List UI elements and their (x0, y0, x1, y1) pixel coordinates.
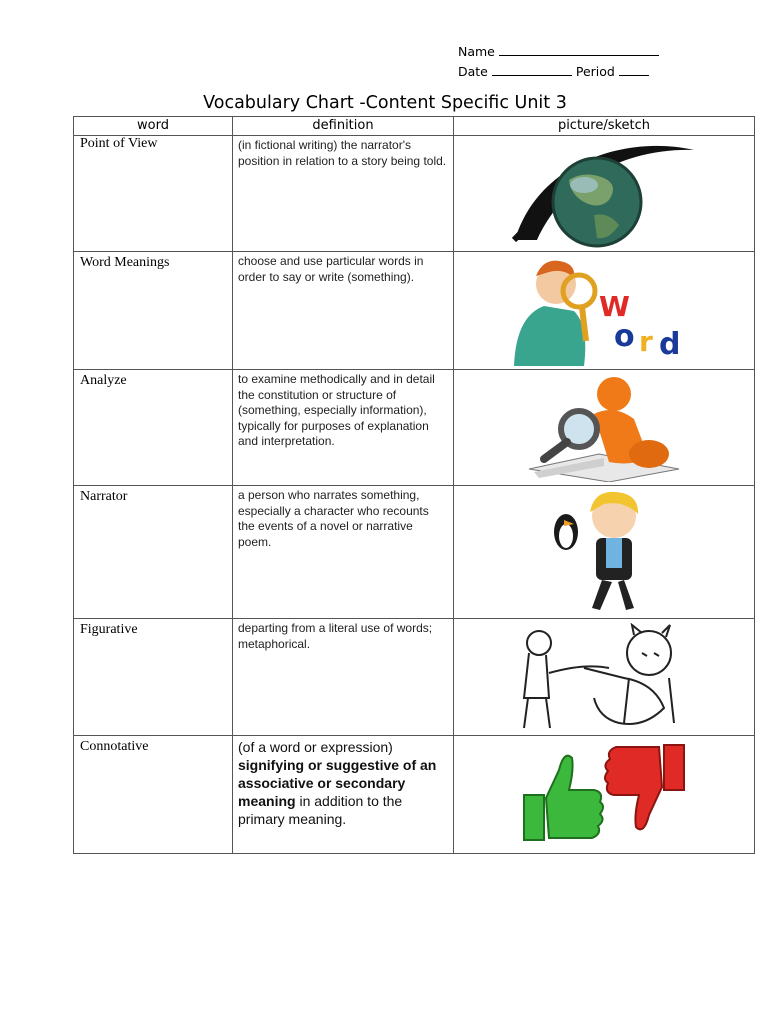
name-line (499, 44, 659, 56)
table-row (74, 619, 755, 736)
svg-text:r: r (639, 325, 653, 358)
picture-cell (454, 252, 755, 370)
word-cell: Connotative (74, 736, 233, 854)
definition-cell: (in fictional writing) the narrator's position in relation to a story being told. (233, 136, 454, 252)
thumbs-up-down-icon (514, 740, 694, 848)
picture-cell (454, 736, 755, 854)
word-cell: Narrator (74, 486, 233, 619)
picture-cell (454, 619, 755, 736)
boy-magnifier-word-icon (504, 256, 704, 368)
picture-cell (454, 370, 755, 486)
table-row (74, 736, 755, 854)
period-line (619, 64, 649, 76)
picture-cell (454, 136, 755, 252)
table-header-row (74, 117, 755, 136)
definition-cell: a person who narrates something, especially a character who recounts the events of a novel or narrative poem. (233, 486, 454, 619)
date-line (492, 64, 572, 76)
picture-cell (454, 486, 755, 619)
definition-cell: departing from a literal use of words; metaphorical. (233, 619, 454, 736)
table-row (74, 486, 755, 619)
figure-magnifier-book-icon (519, 374, 689, 482)
vocab-table (73, 116, 755, 854)
col-header-word: word (74, 117, 233, 136)
word-cell: Figurative (74, 619, 233, 736)
col-header-definition: definition (233, 117, 454, 136)
col-header-picture: picture/sketch (454, 117, 755, 136)
boy-penguin-puppet-icon (544, 490, 664, 615)
thumbs-down-icon (605, 745, 684, 829)
definition-cell: choose and use particular words in order to say or write (something). (233, 252, 454, 370)
date-period-field[interactable]: Date Period (458, 62, 659, 82)
thumbs-up-icon (524, 756, 603, 840)
svg-text:d: d (659, 327, 681, 362)
word-cell: Word Meanings (74, 252, 233, 370)
word-cell: Analyze (74, 370, 233, 486)
svg-text:W: W (599, 290, 630, 323)
page-title: Vocabulary Chart -Content Specific Unit 3 (203, 93, 567, 113)
svg-text:o: o (614, 319, 635, 354)
word-cell: Point of View (74, 136, 233, 252)
table-row (74, 136, 755, 252)
table-row (74, 252, 755, 370)
eye-globe-icon (509, 140, 699, 248)
table-row (74, 370, 755, 486)
name-field[interactable]: Name (458, 42, 659, 62)
header-fields (458, 42, 659, 82)
definition-cell: (of a word or expression) signifying or suggestive of an associative or secondary meaning in addition to the primary meaning. (233, 736, 454, 854)
definition-cell: to examine methodically and in detail the constitution or structure of (something, especially information), typically for purposes of explanation and interpretation. (233, 370, 454, 486)
cartoon-sketch-icon (514, 623, 694, 733)
